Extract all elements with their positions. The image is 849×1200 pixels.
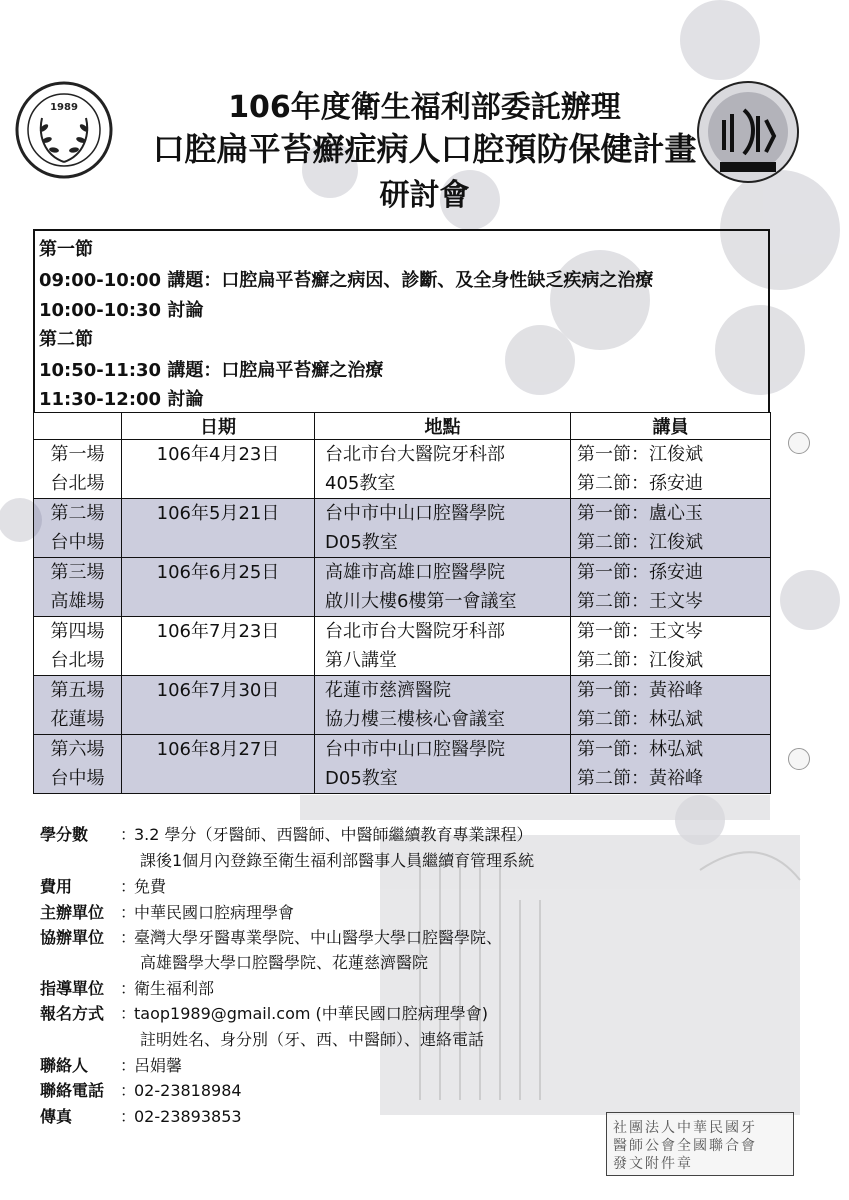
venue-cell [315,499,571,558]
info-value: 3.2 學分（牙醫師、西醫師、中醫師繼續教育專業課程） [134,825,533,844]
stamp-line-3: 發文附件章 [613,1156,693,1172]
schedule-box [33,229,770,413]
session-date: 106年5月21日 [156,503,280,524]
title-line-1: 106年度衛生福利部委託辦理 [228,90,621,125]
speaker-line-2: 第二節：黃裕峰 [577,768,703,789]
speaker-line-2: 第二節：江俊斌 [577,650,703,671]
info-label: 指導單位 [40,979,105,998]
speaker-line-2: 第二節：江俊斌 [577,532,703,553]
session-number: 第二場 [50,503,105,524]
speaker-line-1: 第一節：盧心玉 [577,503,703,524]
session-cell [34,735,122,794]
session-number: 第六場 [50,739,105,760]
venue-line-1: 花蓮市慈濟醫院 [325,680,451,701]
info-contact-phone [40,1078,242,1101]
info-colon: ： [120,1081,137,1100]
info-value: 02-23818984 [134,1081,242,1100]
info-colon: ： [120,877,137,896]
info-value: 臺灣大學牙醫專業學院、中山醫學大學口腔醫學院、 [134,928,503,947]
schedule-line: 11:30-12:00 討論 [39,389,204,410]
venue-line-1: 台北市台大醫院牙科部 [325,444,505,465]
date-cell [122,676,315,735]
schedule-line: 第二節 [39,329,93,350]
venue-line-1: 高雄市高雄口腔醫學院 [325,562,505,583]
speaker-line-1: 第一節：江俊斌 [577,444,703,465]
session-city: 台北場 [50,473,105,494]
venue-line-1: 台中市中山口腔醫學院 [325,739,505,760]
speaker-line-2: 第二節：孫安迪 [577,473,703,494]
schedule-line: 第一節 [39,239,93,260]
date-cell [122,440,315,499]
speaker-cell [571,735,771,794]
info-colon: ： [120,825,137,844]
venue-line-1: 台北市台大醫院牙科部 [325,621,505,642]
speaker-cell [571,558,771,617]
info-label: 學分數 [40,825,89,844]
venue-line-2: 405教室 [325,473,396,494]
venue-cell [315,617,571,676]
date-cell [122,558,315,617]
info-label: 聯絡人 [40,1056,89,1075]
info-colon: ： [120,1107,137,1126]
speaker-line-2: 第二節：林弘斌 [577,709,703,730]
info-label: 協辦單位 [40,928,105,947]
venue-line-2: 啟川大樓6樓第一會議室 [325,591,517,612]
info-co-organizer [40,925,502,948]
info-label: 報名方式 [40,1004,105,1023]
session-number: 第五場 [50,680,105,701]
session-date: 106年4月23日 [156,444,280,465]
info-value: 中華民國口腔病理學會 [134,903,295,922]
info-value: 呂娟馨 [134,1056,183,1075]
header-venue: 地點 [315,413,571,440]
session-cell [34,440,122,499]
info-label: 費用 [40,877,73,896]
info-label: 傳真 [40,1107,73,1126]
venue-cell [315,558,571,617]
title-line-3: 研討會 [379,178,470,213]
session-number: 第四場 [50,621,105,642]
venue-line-2: D05教室 [325,768,398,789]
session-number: 第一場 [50,444,105,465]
session-cell [34,499,122,558]
info-colon: ： [120,979,137,998]
date-cell [122,617,315,676]
venue-cell [315,676,571,735]
session-date: 106年7月23日 [156,621,280,642]
logo-year: 1989 [50,102,78,113]
session-date: 106年7月30日 [156,680,280,701]
speaker-line-1: 第一節：王文岑 [577,621,703,642]
info-value: 02-23893853 [134,1107,242,1126]
table-row [34,558,771,617]
speaker-cell [571,499,771,558]
info-label: 聯絡電話 [40,1081,105,1100]
info-contact-person [40,1053,182,1076]
table-row [34,617,771,676]
venue-line-2: 第八講堂 [325,650,397,671]
table-row [34,735,771,794]
venue-cell [315,735,571,794]
info-value: 免費 [134,877,167,896]
session-cell [34,676,122,735]
info-registration [40,1001,488,1024]
speaker-cell [571,617,771,676]
info-fax [40,1104,242,1127]
speaker-line-1: 第一節：黃裕峰 [577,680,703,701]
info-colon: ： [120,928,137,947]
session-city: 台中場 [50,532,105,553]
speaker-cell [571,440,771,499]
binder-hole [788,432,810,454]
sessions-table [33,412,771,794]
venue-cell [315,440,571,499]
table-header-row [34,413,771,440]
session-city: 花蓮場 [50,709,105,730]
title-line-2: 口腔扁平苔癬症病人口腔預防保健計畫 [152,130,697,168]
table-row [34,440,771,499]
info-colon: ： [120,1056,137,1075]
info-colon: ： [120,1004,137,1023]
binder-hole [788,748,810,770]
session-city: 台北場 [50,650,105,671]
schedule-line: 10:00-10:30 討論 [39,300,204,321]
table-row [34,676,771,735]
venue-line-2: D05教室 [325,532,398,553]
date-cell [122,735,315,794]
speaker-cell [571,676,771,735]
info-supervisor [40,976,214,999]
session-city: 台中場 [50,768,105,789]
date-cell [122,499,315,558]
header-session [34,413,122,440]
info-label: 主辦單位 [40,903,105,922]
header-speaker: 講員 [571,413,771,440]
official-stamp [606,1112,794,1176]
header-date: 日期 [122,413,315,440]
stamp-line-2: 醫師公會全國聯合會 [613,1138,757,1154]
session-city: 高雄場 [50,591,105,612]
speaker-line-1: 第一節：林弘斌 [577,739,703,760]
venue-line-2: 協力樓三樓核心會議室 [325,709,505,730]
stamp-line-1: 社團法人中華民國牙 [613,1120,757,1136]
info-co-organizer-extra: 高雄醫學大學口腔醫學院、花蓮慈濟醫院 [140,953,429,972]
info-organizer [40,900,294,923]
session-date: 106年6月25日 [156,562,280,583]
session-date: 106年8月27日 [156,739,280,760]
table-row [34,499,771,558]
session-cell [34,617,122,676]
session-number: 第三場 [50,562,105,583]
info-credits-extra: 課後1個月內登錄至衛生福利部醫事人員繼續育管理系統 [140,851,535,870]
venue-line-1: 台中市中山口腔醫學院 [325,503,505,524]
info-value: taop1989@gmail.com (中華民國口腔病理學會) [134,1004,489,1023]
speaker-line-1: 第一節：孫安迪 [577,562,703,583]
info-credits [40,822,533,845]
speaker-line-2: 第二節：王文岑 [577,591,703,612]
info-colon: ： [120,903,137,922]
session-cell [34,558,122,617]
info-registration-extra: 註明姓名、身分別（牙、西、中醫師）、連絡電話 [140,1030,485,1049]
schedule-line: 10:50-11:30 講題：口腔扁平苔癬之治療 [39,360,384,381]
info-fee [40,874,166,897]
schedule-line: 09:00-10:00 講題：口腔扁平苔癬之病因、診斷、及全身性缺乏疾病之治療 [39,270,654,291]
info-value: 衛生福利部 [134,979,215,998]
